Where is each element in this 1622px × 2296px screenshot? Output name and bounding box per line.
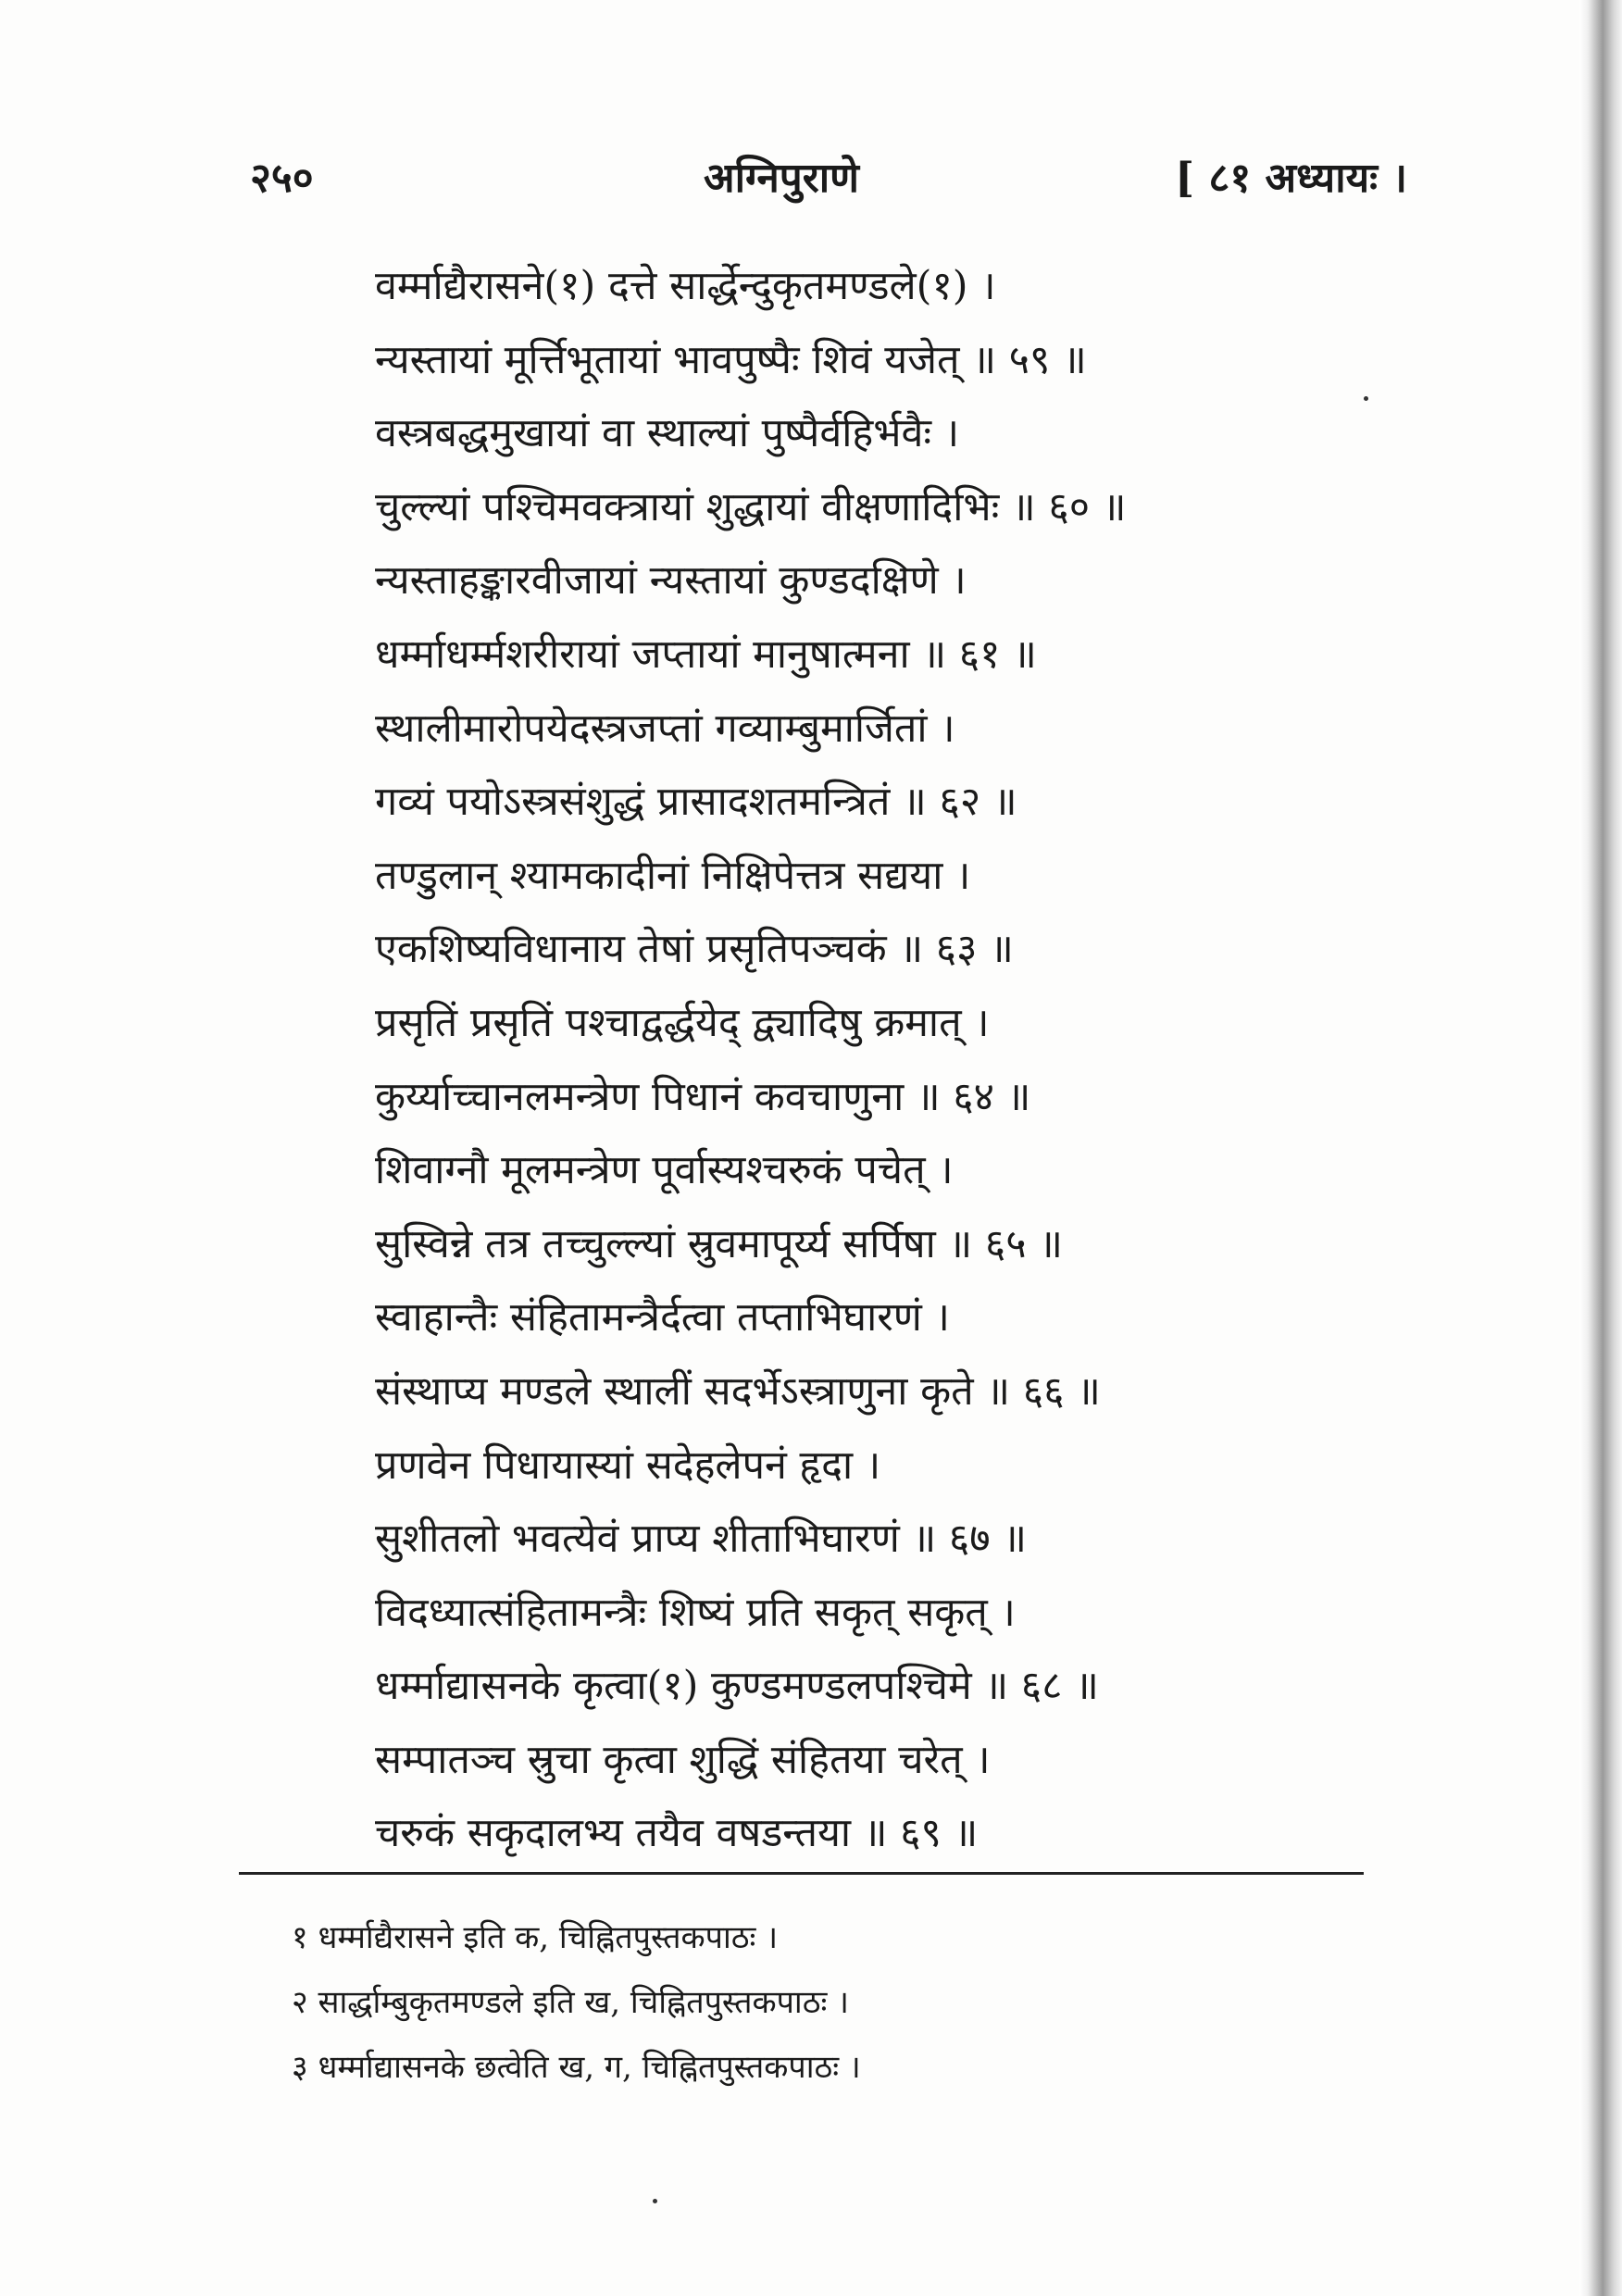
verse-line: स्थालीमारोपयेदस्त्रजप्तां गव्याम्बुमार्जितां ।: [375, 705, 955, 752]
footnote: २ सार्द्धाम्बुकृतमण्डले इति ख, चिह्नितपुस्तकपाठः ।: [292, 1984, 850, 2021]
scan-binding-edge: [1579, 0, 1622, 2296]
verse-line: न्यस्ताहङ्कारवीजायां न्यस्तायां कुण्डदक्षिणे ।: [375, 557, 967, 605]
verse-line: शिवाग्नौ मूलमन्त्रेण पूर्वास्यश्चरुकं पचेत् ।: [375, 1147, 954, 1194]
verse-line: धर्म्माद्यासनके कृत्वा(१) कुण्डमण्डलपश्चिमे ॥ ६८ ॥: [375, 1663, 1099, 1710]
verse-line: चरुकं सकृदालभ्य तयैव वषडन्तया ॥ ६९ ॥: [375, 1810, 979, 1857]
verse-line: धर्म्माधर्म्मशरीरायां जप्तायां मानुषात्मना ॥ ६१ ॥: [375, 630, 1037, 678]
verse-line: चुल्ल्यां पश्चिमवक्त्रायां शुद्धायां वीक्षणादिभिः ॥ ६० ॥: [375, 483, 1127, 530]
verse-line: एकशिष्यविधानाय तेषां प्रसृतिपञ्चकं ॥ ६३ ॥: [375, 926, 1014, 973]
running-title: अग्निपुराणे: [704, 155, 859, 202]
verse-line: संस्थाप्य मण्डले स्थालीं सदर्भेऽस्त्राणुना कृते ॥ ६६ ॥: [375, 1367, 1101, 1415]
verse-line: सुशीतलो भवत्येवं प्राप्य शीताभिघारणं ॥ ६७ ॥: [375, 1516, 1028, 1563]
footnotes-block: [292, 1905, 1310, 2100]
verse-line: न्यस्तायां मूर्त्तिभूतायां भावपुष्पैः शिवं यजेत् ॥ ५९ ॥: [375, 336, 1087, 383]
verse-line: वर्म्माद्यैरासने(१) दत्ते सार्द्धेन्दुकृतमण्डले(१) ।: [375, 263, 996, 309]
chapter-reference: [ ८१ अध्यायः ।: [1175, 155, 1407, 202]
verse-line: प्रणवेन पिधायास्यां सदेहलेपनं हृदा ।: [375, 1441, 881, 1489]
page-header: [250, 148, 1407, 204]
verse-line: विदध्यात्संहितामन्त्रैः शिष्यं प्रति सकृत् सकृत् ।: [375, 1589, 1016, 1636]
verse-line: तण्डुलान् श्यामकादीनां निक्षिपेत्तत्र सद्यया ।: [375, 852, 971, 899]
verse-line: वस्त्रबद्धमुखायां वा स्थाल्यां पुष्पैर्वहिर्भवैः ।: [375, 410, 960, 457]
footnote: १ धर्म्माद्यैरासने इति क, चिह्नितपुस्तकपाठः ।: [292, 1919, 779, 1956]
verse-line: कुर्य्याच्चानलमन्त्रेण पिधानं कवचाणुना ॥ ६४ ॥: [375, 1073, 1031, 1120]
verse-line: सुस्विन्ने तत्र तच्चुल्ल्यां स्रुवमापूर्य्य सर्पिषा ॥ ६५ ॥: [375, 1220, 1064, 1267]
scan-speck: [653, 2199, 657, 2203]
verse-line: स्वाहान्तैः संहितामन्त्रैर्दत्वा तप्ताभिघारणं ।: [375, 1294, 950, 1341]
verse-line: गव्यं पयोऽस्त्रसंशुद्धं प्रासादशतमन्त्रितं ॥ ६२ ॥: [375, 779, 1017, 826]
verse-line: सम्पातञ्च स्रुचा कृत्वा शुद्धिं संहितया चरेत् ।: [375, 1736, 991, 1783]
verse-block: [375, 250, 1301, 1871]
scan-speck: [1364, 396, 1368, 401]
footnote: ३ धर्म्माद्यासनके छत्वेति ख, ग, चिह्नितपुस्तकपाठः ।: [292, 2049, 861, 2086]
verse-line: प्रसृतिं प्रसृतिं पश्चाद्वर्द्धयेद् द्व्यादिषु क्रमात् ।: [375, 999, 990, 1046]
footnote-divider: [239, 1872, 1364, 1875]
page-number: २५०: [250, 155, 314, 202]
